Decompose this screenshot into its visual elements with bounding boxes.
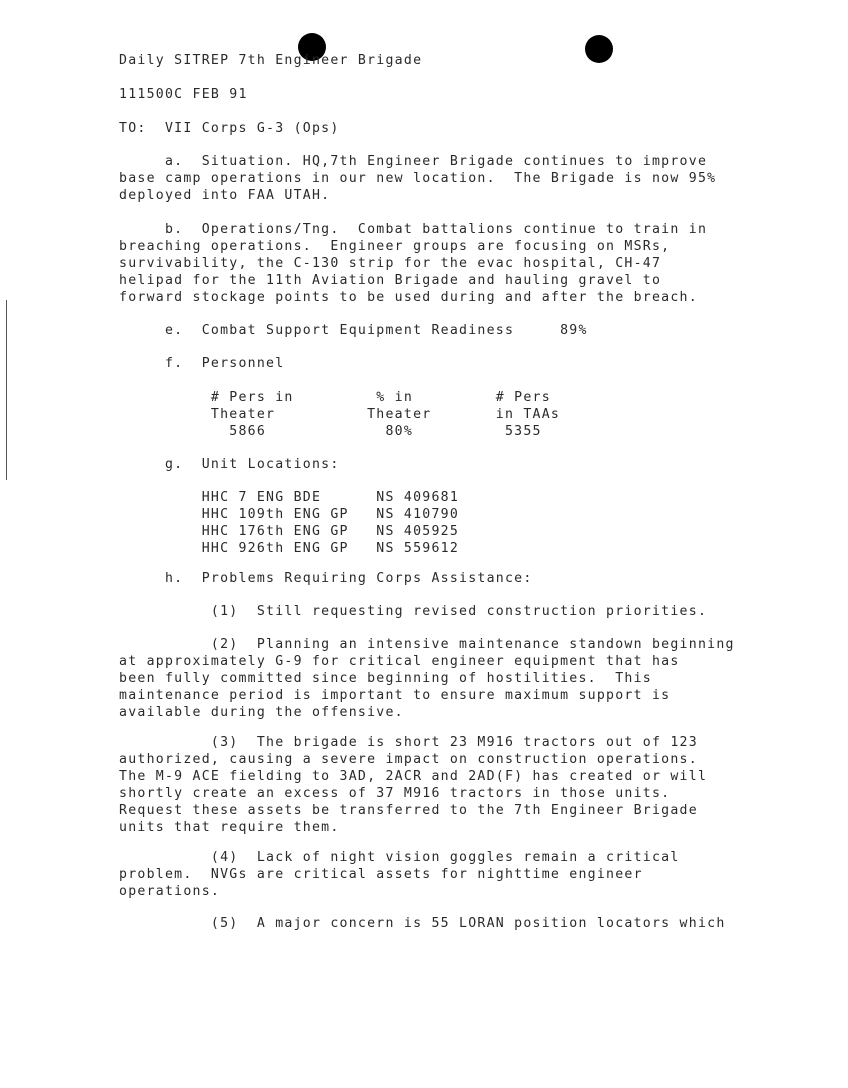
problem-2-line: available during the offensive.: [119, 705, 404, 720]
personnel-table-row: # Pers in % in # Pers: [119, 390, 551, 405]
problem-3-line: units that require them.: [119, 820, 340, 835]
problem-2-line: at approximately G-9 for critical engineer equipment that has: [119, 654, 680, 669]
problem-1: (1) Still requesting revised construction priorities.: [119, 604, 708, 619]
para-a-line: deployed into FAA UTAH.: [119, 188, 331, 203]
para-a-line: base camp operations in our new location. The Brigade is now 95%: [119, 171, 717, 186]
problem-2-line: maintenance period is important to ensure maximum support is: [119, 688, 671, 703]
para-b-line: survivability, the C-130 strip for the evac hospital, CH-47: [119, 256, 662, 271]
problem-3-line: shortly create an excess of 37 M916 tractors in those units.: [119, 786, 671, 801]
para-a-line: a. Situation. HQ,7th Engineer Brigade continues to improve: [119, 154, 708, 169]
para-h-problems: h. Problems Requiring Corps Assistance:: [119, 571, 533, 586]
para-f-personnel: f. Personnel: [119, 356, 285, 371]
unit-location-row: HHC 7 ENG BDE NS 409681: [119, 490, 460, 505]
problem-4-line: problem. NVGs are critical assets for nighttime engineer: [119, 867, 643, 882]
document-title: Daily SITREP 7th Engineer Brigade: [119, 53, 423, 68]
para-b-line: helipad for the 11th Aviation Brigade and hauling gravel to: [119, 273, 662, 288]
unit-location-row: HHC 176th ENG GP NS 405925: [119, 524, 460, 539]
para-b-line: breaching operations. Engineer groups are focusing on MSRs,: [119, 239, 671, 254]
addressee: TO: VII Corps G-3 (Ops): [119, 121, 340, 136]
para-b-line: b. Operations/Tng. Combat battalions continue to train in: [119, 222, 708, 237]
problem-3-line: Request these assets be transferred to the 7th Engineer Brigade: [119, 803, 698, 818]
date-time-group: 111500C FEB 91: [119, 87, 248, 102]
para-g-unit-locations: g. Unit Locations:: [119, 457, 340, 472]
problem-5-line: (5) A major concern is 55 LORAN position locators which: [119, 916, 726, 931]
hole-punch-right: [585, 35, 613, 63]
unit-location-row: HHC 109th ENG GP NS 410790: [119, 507, 460, 522]
problem-3-line: authorized, causing a severe impact on construction operations.: [119, 752, 698, 767]
problem-2-line: (2) Planning an intensive maintenance standown beginning: [119, 637, 735, 652]
personnel-table-row: Theater Theater in TAAs: [119, 407, 561, 422]
problem-3-line: The M-9 ACE fielding to 3AD, 2ACR and 2AD(F) has created or will: [119, 769, 708, 784]
problem-4-line: (4) Lack of night vision goggles remain a critical: [119, 850, 680, 865]
problem-2-line: been fully committed since beginning of hostilities. This: [119, 671, 652, 686]
para-b-line: forward stockage points to be used during and after the breach.: [119, 290, 698, 305]
margin-mark: [6, 300, 7, 480]
unit-location-row: HHC 926th ENG GP NS 559612: [119, 541, 460, 556]
problem-3-line: (3) The brigade is short 23 M916 tractors out of 123: [119, 735, 698, 750]
para-e-readiness: e. Combat Support Equipment Readiness 89%: [119, 323, 588, 338]
personnel-table-row: 5866 80% 5355: [119, 424, 542, 439]
problem-4-line: operations.: [119, 884, 221, 899]
